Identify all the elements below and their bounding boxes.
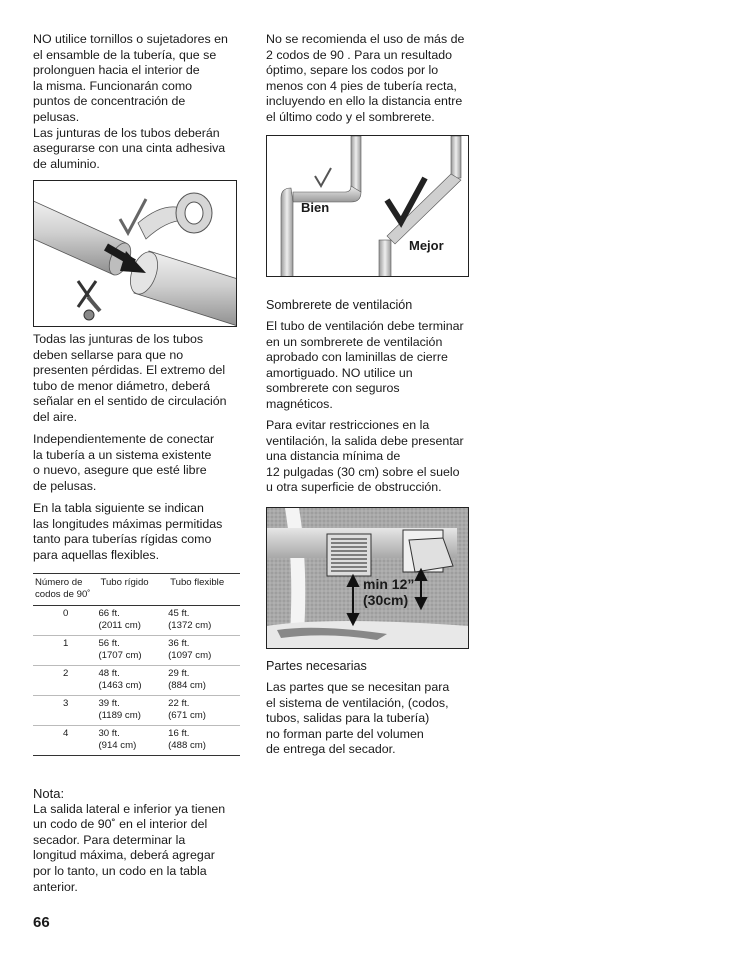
- cell-elbows: 0: [33, 606, 98, 636]
- elbow-layout-illustration: [267, 136, 469, 277]
- rigid-ft: 66 ft.: [98, 608, 120, 619]
- rigid-cm: (1463 cm): [98, 680, 142, 691]
- cell-rigid: [98, 636, 168, 666]
- para-elbows-advice: No se recomienda el uso de más de 2 codos de 90 . Para un resultado óptimo, separe los codos por lo menos con 4 pies de tubería recta, incluyendo en ello la distancia entre el último codo y el sombrerete.: [266, 32, 465, 124]
- tape-joint-illustration: [34, 181, 237, 327]
- cell-elbows: 2: [33, 666, 98, 696]
- min-distance-label: [363, 576, 414, 608]
- para-seal-joints: Todas las junturas de los tubos deben sellarse para que no presenten pérdidas. El extremo del tubo de menor diámetro, deberá señalar en el sentido de circulación del aire.: [33, 332, 227, 424]
- rigid-cm: (2011 cm): [98, 620, 141, 631]
- rigid-ft: 48 ft.: [98, 668, 120, 679]
- para-parts: Las partes que se necesitan para el sistema de ventilación, (codos, tubos, salidas para la tubería) no forman parte del volumen de entrega del secador.: [266, 680, 450, 757]
- cell-elbows: 3: [33, 696, 98, 726]
- min-label-cm: (30cm): [363, 592, 409, 608]
- flex-ft: 22 ft.: [168, 698, 190, 709]
- cell-rigid: [98, 666, 168, 696]
- rigid-cm: (914 cm): [98, 740, 137, 751]
- rigid-ft: 56 ft.: [98, 638, 120, 649]
- flex-ft: 36 ft.: [168, 638, 190, 649]
- table-row: [33, 696, 240, 726]
- flex-cm: (488 cm): [168, 740, 206, 751]
- para-lint-free: Independientemente de conectar la tubería a un sistema existente o nuevo, asegure que esté libre de pelusas.: [33, 432, 215, 493]
- min-label-in: min 12”: [363, 576, 415, 592]
- note-text: La salida lateral e inferior ya tienen un codo de 90˚ en el interior del secador. Para determinar la longitud máxima, deberá agregar por lo tanto, un codo en la tabla anterior.: [33, 801, 226, 894]
- flex-ft: 16 ft.: [168, 728, 190, 739]
- table-row: [33, 726, 240, 756]
- header-rigid: Tubo rígido: [98, 574, 168, 606]
- max-length-table: [33, 573, 240, 756]
- para-no-screws: NO utilice tornillos o sujetadores en el ensamble de la tubería, que se prolonguen hacia el interior de la misma. Funcionarán como puntos de concentración de pelusas. Las junturas de los tubos deberán asegurarse con una cinta adhesiva de aluminio.: [33, 32, 228, 171]
- flex-cm: (1097 cm): [168, 650, 212, 661]
- rigid-ft: 30 ft.: [98, 728, 120, 739]
- table-row: [33, 606, 240, 636]
- rigid-cm: (1189 cm): [98, 710, 141, 721]
- cell-rigid: [98, 726, 168, 756]
- cell-elbows: 4: [33, 726, 98, 756]
- cell-flex: [168, 666, 240, 696]
- cell-elbows: 1: [33, 636, 98, 666]
- flex-ft: 29 ft.: [168, 668, 190, 679]
- table-row: [33, 666, 240, 696]
- cell-flex: [168, 696, 240, 726]
- flex-cm: (671 cm): [168, 710, 206, 721]
- heading-vent-hood: Sombrerete de ventilación: [266, 298, 413, 312]
- cell-rigid: [98, 606, 168, 636]
- figure-min-height: [266, 507, 469, 649]
- cell-flex: [168, 606, 240, 636]
- para-table-intro: En la tabla siguiente se indican las longitudes máximas permitidas tanto para tuberías rígidas como para aquellas flexibles.: [33, 501, 223, 562]
- note-block: [33, 786, 248, 895]
- page-number: 66: [33, 914, 50, 931]
- para-min-distance: Para evitar restricciones en la ventilación, la salida debe presentar una distancia mínima de 12 pulgadas (30 cm) sobre el suelo u otra superficie de obstrucción.: [266, 418, 464, 495]
- heading-parts: Partes necesarias: [266, 659, 367, 673]
- figure-tape-joint: [33, 180, 237, 327]
- rigid-cm: (1707 cm): [98, 650, 142, 661]
- flex-cm: (1372 cm): [168, 620, 212, 631]
- rigid-ft: 39 ft.: [98, 698, 120, 709]
- table-header-row: [33, 574, 240, 606]
- para-vent-hood: El tubo de ventilación debe terminar en un sombrerete de ventilación aprobado con laminillas de cierre amortiguado. NO utilice un sombrerete con seguros magnéticos.: [266, 319, 464, 411]
- flex-ft: 45 ft.: [168, 608, 190, 619]
- label-mejor: Mejor: [409, 238, 444, 253]
- cell-flex: [168, 636, 240, 666]
- label-bien: Bien: [301, 200, 330, 215]
- header-elbows: Número de codos de 90˚: [33, 574, 98, 606]
- cell-flex: [168, 726, 240, 756]
- note-title: Nota:: [33, 786, 65, 801]
- table-row: [33, 636, 240, 666]
- cell-rigid: [98, 696, 168, 726]
- figure-elbow-layout: [266, 135, 469, 277]
- header-flex: Tubo flexible: [168, 574, 240, 606]
- flex-cm: (884 cm): [168, 680, 206, 691]
